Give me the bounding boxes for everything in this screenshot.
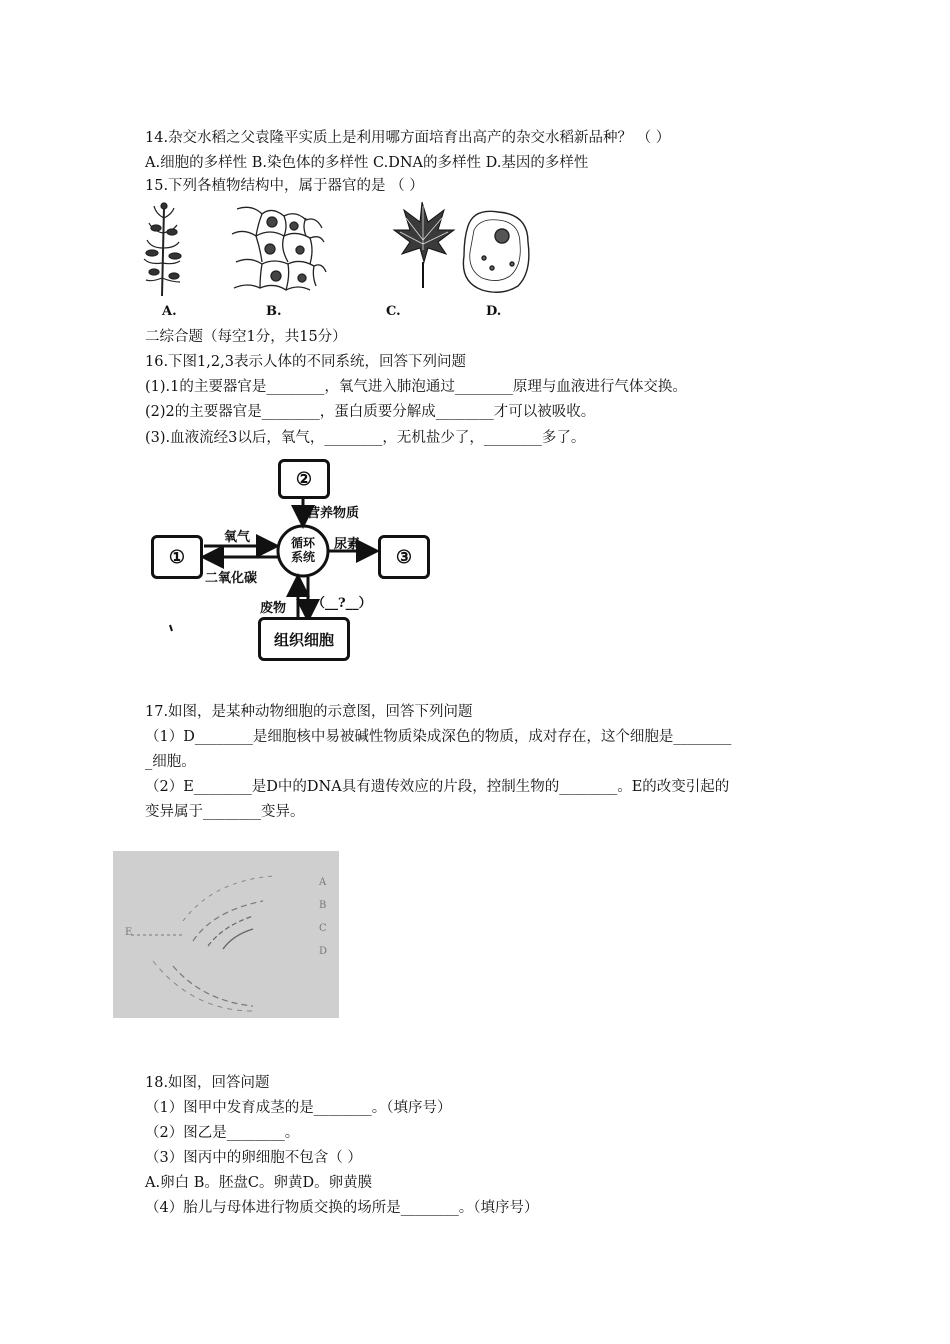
q15-label-c: C. [386, 304, 401, 319]
cell-figure-d [463, 211, 529, 292]
q15-stem: 15.下列各植物结构中，属于器官的是 （ ） [145, 178, 424, 194]
oxygen-label: 氧气 [224, 530, 251, 545]
cell-label-c: C [319, 923, 327, 934]
cell-tissue-figure-b [232, 207, 326, 290]
q15-label-a: A. [162, 304, 177, 319]
cell-label-d: D [319, 946, 328, 957]
system-box-1: ① [151, 535, 203, 579]
q18-part3-options: A.卵白 B。胚盘C。卵黄D。卵黄膜 [145, 1175, 373, 1191]
q14-options: A.细胞的多样性 B.染色体的多样性 C.DNA的多样性 D.基因的多样性 [145, 155, 589, 171]
q15-label-b: B. [266, 304, 282, 319]
system-box-2: ② [278, 459, 330, 499]
q14-stem: 14.杂交水稻之父袁隆平实质上是利用哪方面培育出高产的杂交水稻新品种？ （ ） [145, 130, 671, 146]
circulatory-system-label: 循环系统 [290, 536, 315, 564]
cell-label-b: B [319, 900, 327, 911]
animal-cell-figure [113, 851, 339, 1018]
q17-stem: 17.如图，是某种动物细胞的示意图，回答下列问题 [145, 704, 473, 720]
q15-figures [140, 198, 540, 298]
q16-part1: (1).1的主要器官是________，氧气进入肺泡通过________原理与血液进行气体交换。 [145, 379, 687, 395]
section-heading: 二综合题（每空1分，共15分） [145, 329, 347, 345]
nutrients-label: 营养物质 [307, 506, 360, 521]
co2-label: 二氧化碳 [205, 571, 258, 586]
q18-part3: （3）图丙中的卵细胞不包含（ ） [145, 1150, 362, 1166]
leaf-figure-c [394, 202, 454, 288]
q15-label-d: D. [486, 304, 502, 319]
q18-part4: （4）胎儿与母体进行物质交换的场所是________。（填序号） [145, 1200, 539, 1216]
q17-part2a: （2）E________是D中的DNA具有遗传效应的片段，控制生物的________。E的改变引起的 [145, 779, 730, 795]
q17-part1b: _细胞。 [145, 754, 196, 770]
q16-part2: (2)2的主要器官是________，蛋白质要分解成________才可以被吸收。 [145, 404, 596, 420]
q16-part3: (3).血液流经3以后，氧气，________，无机盐少了，________多了。 [145, 430, 586, 446]
urea-label: 尿素 [334, 537, 361, 552]
q18-stem: 18.如图，回答问题 [145, 1075, 270, 1091]
waste-label: 废物 [260, 601, 287, 616]
system-box-3: ③ [378, 535, 430, 579]
cell-label-a: A [319, 877, 327, 888]
unknown-label: （__?__） [312, 596, 372, 611]
plant-figure-a [144, 203, 181, 296]
tissue-cell-box: 组织细胞 [258, 617, 350, 661]
q18-part2: （2）图乙是________。 [145, 1125, 300, 1141]
q17-part1a: （1）D________是细胞核中易被碱性物质染成深色的物质，成对存在，这个细胞是________ [145, 729, 732, 745]
q17-part2b: 变异属于________变异。 [145, 804, 305, 820]
q16-stem: 16.下图1,2,3表示人体的不同系统，回答下列问题 [145, 354, 466, 370]
cell-label-e: E [125, 927, 133, 938]
q18-part1: （1）图甲中发育成茎的是________。（填序号） [145, 1100, 452, 1116]
